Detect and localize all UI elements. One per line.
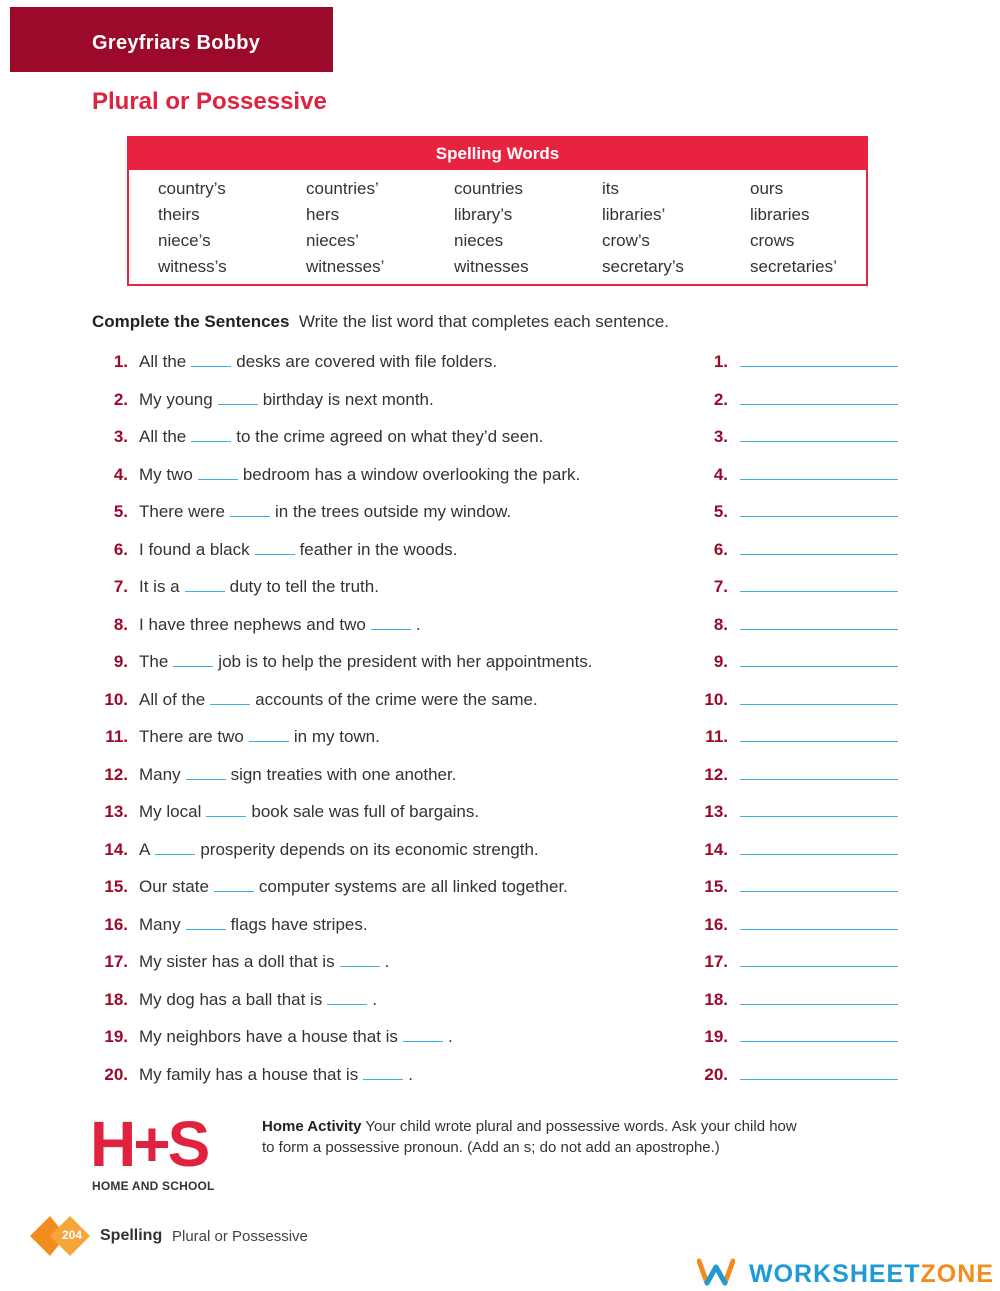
sentence-before: All of the <box>139 689 206 709</box>
sentence-after: computer systems are all linked together. <box>258 877 568 896</box>
answer-line[interactable] <box>740 779 898 780</box>
sentence-text <box>139 840 539 860</box>
sentence-before: My young <box>139 389 213 409</box>
sentence-after: . <box>447 1027 453 1046</box>
worksheetzone-text-part1: WORKSHEET <box>749 1260 921 1288</box>
inline-blank <box>218 392 258 405</box>
sentence-row <box>0 419 1000 457</box>
spelling-word: countries <box>454 179 523 198</box>
sentence-row <box>0 944 1000 982</box>
sentence-after: job is to help the president with her appointments. <box>218 652 593 671</box>
sentence-row <box>0 382 1000 420</box>
spelling-word: ours <box>750 179 784 198</box>
spelling-word: crow’s <box>602 231 650 250</box>
answer-line[interactable] <box>740 666 898 667</box>
answer-number: 6. <box>713 539 728 559</box>
sentence-number: 5. <box>113 502 128 521</box>
sentence-after: in my town. <box>293 727 380 746</box>
answer-number: 14. <box>704 839 728 859</box>
spelling-word: witness’s <box>158 257 227 276</box>
spelling-word: its <box>602 179 619 198</box>
title-banner <box>10 7 333 72</box>
footer-label: Spelling <box>100 1227 163 1244</box>
sentence-text <box>139 540 457 560</box>
answer-number: 1. <box>713 352 728 371</box>
spelling-word: witnesses <box>454 257 529 276</box>
page-title: Greyfriars Bobby <box>92 32 261 54</box>
inline-blank <box>155 842 195 855</box>
sentence-number: 16. <box>104 914 128 934</box>
sentence-text <box>139 727 380 747</box>
inline-blank <box>403 1029 443 1042</box>
answer-number: 15. <box>704 877 728 896</box>
sentence-after: to the crime agreed on what they’d seen. <box>236 427 544 446</box>
sentence-text <box>139 390 434 410</box>
answer-line[interactable] <box>740 966 898 967</box>
hs-logo-letters: H+S <box>90 1108 208 1180</box>
answer-number: 7. <box>713 577 728 596</box>
sentence-text <box>139 1027 453 1047</box>
sentence-before: All the <box>139 427 187 446</box>
answer-line[interactable] <box>740 854 898 855</box>
sentence-row <box>0 457 1000 495</box>
sentence-text <box>139 915 368 935</box>
sentence-number: 20. <box>104 1064 128 1084</box>
sentence-after: in the trees outside my window. <box>274 502 512 521</box>
answer-line[interactable] <box>740 404 898 405</box>
sentence-row <box>0 569 1000 607</box>
sentence-number: 19. <box>104 1027 128 1046</box>
sentence-text <box>139 877 568 897</box>
spelling-word: libraries <box>750 205 810 224</box>
answer-line[interactable] <box>740 704 898 705</box>
instructions-label: Complete the Sentences <box>92 312 290 331</box>
spelling-word: hers <box>306 205 340 224</box>
answer-line[interactable] <box>740 891 898 892</box>
answer-number: 17. <box>704 952 728 971</box>
sentence-after: desks are covered with file folders. <box>236 352 498 371</box>
sentence-before: My family has a house that is <box>139 1064 359 1084</box>
inline-blank <box>186 917 226 930</box>
sentence-before: Our state <box>139 877 209 896</box>
home-activity-label: Home Activity <box>262 1118 362 1135</box>
sentence-text <box>139 990 377 1010</box>
sentence-row <box>0 869 1000 907</box>
hs-logo-caption: HOME AND SCHOOL <box>92 1179 215 1193</box>
sentence-number: 2. <box>113 389 128 409</box>
answer-line[interactable] <box>740 1041 898 1042</box>
answer-number: 13. <box>704 802 728 821</box>
inline-blank <box>327 992 367 1005</box>
sentence-text <box>139 615 421 635</box>
sentence-number: 3. <box>113 427 128 446</box>
answer-number: 19. <box>704 1027 728 1046</box>
sentence-row <box>0 1057 1000 1095</box>
sentence-row <box>0 832 1000 870</box>
spelling-word: crows <box>750 231 795 250</box>
sentence-after: accounts of the crime were the same. <box>255 689 538 709</box>
sentence-after: bedroom has a window overlooking the park. <box>242 464 581 484</box>
sentence-after: flags have stripes. <box>230 914 368 934</box>
sentence-before: My neighbors have a house that is <box>139 1027 398 1046</box>
sentence-text <box>139 802 479 822</box>
sentence-before: My sister has a doll that is <box>139 952 335 971</box>
sentence-text <box>139 1065 413 1085</box>
instructions <box>92 312 669 332</box>
sentence-before: I have three nephews and two <box>139 614 366 634</box>
sentence-number: 18. <box>104 989 128 1009</box>
page-subtitle: Plural or Possessive <box>92 88 327 115</box>
worksheetzone-watermark <box>697 1254 1000 1290</box>
answer-line[interactable] <box>740 366 898 367</box>
inline-blank <box>340 954 380 967</box>
sentence-text <box>139 765 456 785</box>
home-school-logo <box>90 1108 240 1193</box>
sentence-after: duty to tell the truth. <box>229 577 379 596</box>
sentence-after: sign treaties with one another. <box>230 764 457 784</box>
sentence-number: 17. <box>104 952 128 971</box>
answer-number: 16. <box>704 914 728 934</box>
answer-number: 9. <box>713 652 728 671</box>
sentence-row <box>0 982 1000 1020</box>
sentence-before: My local <box>139 802 202 821</box>
sentence-row <box>0 682 1000 720</box>
inline-blank <box>186 767 226 780</box>
sentence-before: The <box>139 652 169 671</box>
sentence-before: My two <box>139 464 193 484</box>
inline-blank <box>214 879 254 892</box>
sentence-after: . <box>384 952 390 971</box>
answer-line[interactable] <box>740 1079 898 1080</box>
sentence-after: . <box>372 989 378 1009</box>
answer-line[interactable] <box>740 1004 898 1005</box>
spelling-word: secretary’s <box>602 257 684 276</box>
spelling-words-grid <box>158 179 898 283</box>
inline-blank <box>230 504 270 517</box>
answer-number: 20. <box>704 1064 728 1084</box>
sentence-text <box>139 690 538 710</box>
sentence-before: A <box>139 839 151 859</box>
inline-blank <box>210 692 250 705</box>
worksheetzone-logo-icon <box>697 1257 735 1287</box>
instructions-text: Write the list word that completes each sentence. <box>298 312 669 331</box>
spelling-word: nieces <box>454 231 504 250</box>
answer-number: 12. <box>704 764 728 784</box>
sentence-before: It is a <box>139 577 180 596</box>
inline-blank <box>191 354 231 367</box>
answer-number: 18. <box>704 989 728 1009</box>
inline-blank <box>173 654 213 667</box>
sentence-row <box>0 494 1000 532</box>
inline-blank <box>255 542 295 555</box>
answer-line[interactable] <box>740 929 898 930</box>
answer-line[interactable] <box>740 441 898 442</box>
sentence-number: 13. <box>104 802 128 821</box>
answer-number: 2. <box>713 389 728 409</box>
sentence-number: 8. <box>113 614 128 634</box>
sentence-text <box>139 952 389 972</box>
sentence-text <box>139 352 497 372</box>
home-activity-note <box>262 1116 802 1158</box>
sentence-row <box>0 907 1000 945</box>
spelling-word: countries’ <box>306 179 379 198</box>
sentence-text <box>139 427 543 447</box>
inline-blank <box>198 467 238 480</box>
sentence-after: . <box>415 614 421 634</box>
answer-number: 5. <box>713 502 728 521</box>
worksheetzone-text <box>749 1260 994 1289</box>
sentence-before: All the <box>139 352 187 371</box>
sentence-text <box>139 577 379 597</box>
spelling-word: library’s <box>454 205 513 224</box>
spelling-word: witnesses’ <box>306 257 385 276</box>
inline-blank <box>249 729 289 742</box>
sentence-before: Many <box>139 914 181 934</box>
answer-line[interactable] <box>740 479 898 480</box>
sentence-number: 6. <box>113 539 128 559</box>
sentence-after: feather in the woods. <box>299 539 458 559</box>
sentence-row <box>0 757 1000 795</box>
sentence-row <box>0 344 1000 382</box>
answer-line[interactable] <box>740 741 898 742</box>
sentence-number: 14. <box>104 839 128 859</box>
inline-blank <box>206 804 246 817</box>
inline-blank <box>363 1067 403 1080</box>
sentence-before: There were <box>139 502 225 521</box>
answer-number: 11. <box>705 727 728 746</box>
answer-line[interactable] <box>740 591 898 592</box>
sentence-number: 10. <box>104 689 128 709</box>
answer-line[interactable] <box>740 554 898 555</box>
worksheetzone-text-part2: ZONE <box>920 1260 994 1288</box>
sentence-row <box>0 644 1000 682</box>
sentence-number: 4. <box>113 464 128 484</box>
sentence-number: 1. <box>113 352 128 371</box>
sentence-row <box>0 1019 1000 1057</box>
spelling-words-box <box>127 136 868 286</box>
spelling-word: theirs <box>158 205 200 224</box>
sentence-before: There are two <box>139 727 244 746</box>
page-number: 204 <box>61 1228 83 1242</box>
answer-number: 10. <box>704 689 728 709</box>
sentence-before: My dog has a ball that is <box>139 989 323 1009</box>
spelling-word: nieces’ <box>306 231 359 250</box>
sentence-after: book sale was full of bargains. <box>251 802 480 821</box>
home-activity-text: Your child wrote plural and possessive words. Ask your child how to form a possessive pronoun. (Add an s; do not add an apostrophe.) <box>262 1118 797 1156</box>
sentence-text <box>139 465 580 485</box>
sentence-after: birthday is next month. <box>262 389 434 409</box>
answer-number: 8. <box>713 614 728 634</box>
spelling-word: libraries’ <box>602 205 666 224</box>
inline-blank <box>191 429 231 442</box>
sentence-after: prosperity depends on its economic strength. <box>200 839 539 859</box>
answer-line[interactable] <box>740 516 898 517</box>
spelling-word: country’s <box>158 179 226 198</box>
sentence-list <box>0 344 1000 1094</box>
sentence-before: Many <box>139 764 181 784</box>
sentence-number: 7. <box>113 577 128 596</box>
sentence-row <box>0 607 1000 645</box>
spelling-words-header: Spelling Words <box>129 138 866 170</box>
spelling-word: niece’s <box>158 231 211 250</box>
sentence-after: . <box>408 1064 413 1084</box>
inline-blank <box>185 579 225 592</box>
sentence-number: 15. <box>104 877 128 896</box>
sentence-before: I found a black <box>139 539 250 559</box>
inline-blank <box>371 617 411 630</box>
sentence-text <box>139 652 593 672</box>
sentence-number: 12. <box>104 764 128 784</box>
answer-line[interactable] <box>740 629 898 630</box>
answer-number: 3. <box>713 427 728 446</box>
footer-subtitle: Plural or Possessive <box>172 1228 308 1245</box>
sentence-row <box>0 532 1000 570</box>
sentence-number: 11. <box>105 727 128 746</box>
answer-number: 4. <box>713 464 728 484</box>
sentence-row <box>0 719 1000 757</box>
spelling-word: secretaries’ <box>750 257 837 276</box>
answer-line[interactable] <box>740 816 898 817</box>
sentence-text <box>139 502 511 522</box>
sentence-number: 9. <box>113 652 128 671</box>
sentence-row <box>0 794 1000 832</box>
